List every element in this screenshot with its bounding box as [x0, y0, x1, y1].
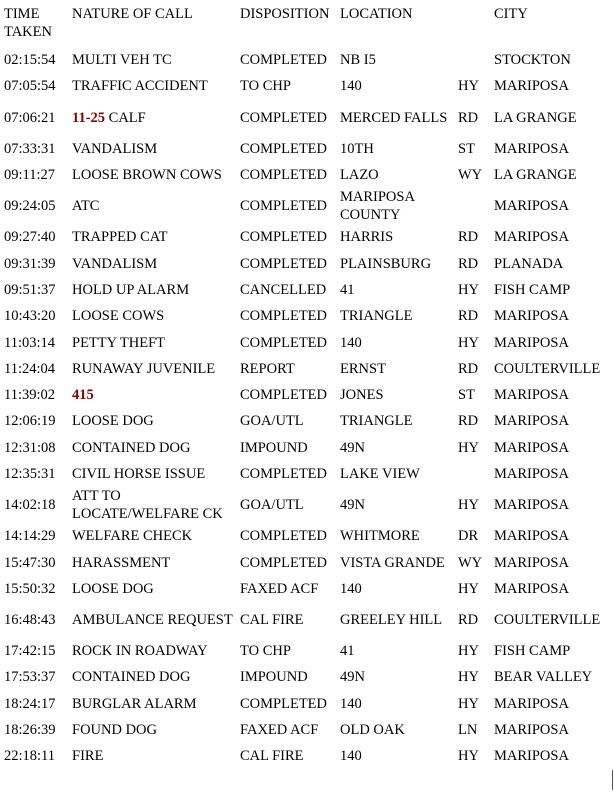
nature-cell [68, 382, 236, 408]
nature-cell [68, 664, 236, 690]
disposition-cell: REPORT [240, 360, 295, 377]
time-cell: 09:51:37 [4, 281, 56, 298]
location-cell: TRIANGLE [340, 413, 413, 430]
location-cell: LAKE VIEW [340, 466, 420, 482]
location-cell: PLAINSBURG [340, 255, 432, 272]
street-suffix-cell [454, 461, 490, 487]
city-cell: MARIPOSA [494, 308, 569, 325]
nature-cell [68, 549, 236, 575]
time-cell: 22:18:11 [4, 748, 56, 765]
location-cell: 49N [340, 439, 365, 456]
nature-text: VANDALISM [72, 255, 158, 272]
street-suffix-cell [454, 188, 490, 224]
time-cell: 07:06:21 [4, 109, 56, 126]
table-row [0, 382, 614, 408]
city-cell: PLANADA [494, 255, 564, 272]
table-row [0, 743, 614, 769]
time-cell: 18:26:39 [4, 722, 56, 739]
table-row [0, 100, 614, 136]
nature-cell [68, 47, 236, 73]
nature-cell [68, 356, 236, 382]
table-row [0, 549, 614, 575]
nature-cell [68, 638, 236, 664]
nature-text: CONTAINED DOG [72, 439, 191, 456]
nature-text: CONTAINED DOG [72, 669, 191, 686]
nature-cell [68, 224, 236, 250]
city-cell: STOCKTON [494, 52, 571, 69]
table-row [0, 576, 614, 602]
nature-cell [68, 743, 236, 769]
nature-text: PETTY THEFT [72, 334, 166, 351]
city-cell: BEAR VALLEY [494, 669, 593, 686]
street-suffix-cell: HY [458, 78, 479, 95]
table-row [0, 408, 614, 434]
header-row [0, 2, 614, 47]
disposition-cell: COMPLETED [240, 554, 327, 571]
street-suffix-cell: HY [458, 748, 479, 765]
nature-cell [68, 73, 236, 99]
nature-cell [68, 602, 236, 638]
location-cell: 140 [340, 580, 362, 597]
disposition-cell: COMPLETED [240, 255, 327, 272]
time-cell: 02:15:54 [4, 52, 56, 69]
call-log-table [0, 2, 614, 770]
disposition-cell: COMPLETED [240, 695, 327, 712]
city-cell: FISH CAMP [494, 281, 571, 298]
city-cell: MARIPOSA [494, 334, 569, 351]
city-cell: MARIPOSA [494, 229, 569, 246]
city-cell: LA GRANGE [494, 109, 577, 126]
city-cell: MARIPOSA [494, 722, 569, 739]
nature-cell [68, 461, 236, 487]
street-suffix-cell: DR [458, 528, 479, 545]
city-cell: MARIPOSA [494, 580, 569, 597]
location-cell: LAZO [340, 167, 379, 184]
street-suffix-cell: WY [458, 167, 483, 184]
nature-cell [68, 277, 236, 303]
time-cell: 11:03:14 [4, 334, 56, 351]
table-row [0, 602, 614, 638]
nature-text: ATT TO LOCATE/WELFARE CK [72, 488, 223, 523]
street-suffix-cell: RD [458, 413, 479, 430]
nature-cell [68, 691, 236, 717]
disposition-cell: COMPLETED [240, 167, 327, 184]
city-cell: MARIPOSA [494, 413, 569, 430]
city-cell: MARIPOSA [494, 695, 569, 712]
table-row [0, 303, 614, 329]
disposition-cell: CAL FIRE [240, 748, 304, 765]
location-cell: 10TH [340, 140, 374, 157]
city-cell: LA GRANGE [494, 167, 577, 184]
city-cell: FISH CAMP [494, 643, 571, 660]
header-location: LOCATION [340, 6, 413, 22]
disposition-cell: COMPLETED [240, 387, 327, 404]
header-disposition: DISPOSITION [240, 6, 330, 22]
time-cell: 12:31:08 [4, 439, 56, 456]
street-suffix-cell: RD [458, 255, 479, 272]
city-cell: MARIPOSA [494, 78, 569, 95]
street-suffix-cell [454, 47, 490, 73]
city-cell: MARIPOSA [494, 387, 569, 404]
table-row [0, 277, 614, 303]
location-cell: MERCED FALLS [340, 109, 448, 126]
table-row [0, 435, 614, 461]
location-cell: WHITMORE [340, 528, 420, 545]
table-row [0, 461, 614, 487]
disposition-cell: COMPLETED [240, 229, 327, 246]
time-cell: 14:14:29 [4, 528, 56, 545]
table-row [0, 47, 614, 73]
call-code: 415 [72, 387, 94, 404]
disposition-cell: GOA/UTL [240, 413, 304, 430]
nature-text: RUNAWAY JUVENILE [72, 360, 216, 377]
street-suffix-cell: RD [458, 612, 479, 629]
nature-cell [68, 303, 236, 329]
nature-cell [68, 717, 236, 743]
table-row [0, 329, 614, 355]
nature-cell [68, 136, 236, 162]
nature-text: ROCK IN ROADWAY [72, 643, 208, 660]
time-cell: 11:24:04 [4, 360, 56, 377]
nature-cell [68, 188, 236, 224]
table-row [0, 136, 614, 162]
time-cell: 07:05:54 [4, 78, 56, 95]
disposition-cell: GOA/UTL [240, 497, 304, 514]
nature-text: BURGLAR ALARM [72, 695, 197, 712]
call-code: 11-25 [72, 109, 106, 126]
time-cell: 09:31:39 [4, 255, 56, 272]
nature-text: HOLD UP ALARM [72, 281, 190, 298]
location-cell: 41 [340, 281, 355, 298]
street-suffix-cell: HY [458, 643, 479, 660]
location-cell: OLD OAK [340, 722, 405, 739]
nature-cell [68, 408, 236, 434]
nature-text: MULTI VEH TC [72, 52, 172, 69]
location-cell: 49N [340, 669, 365, 686]
disposition-cell: COMPLETED [240, 308, 327, 325]
nature-text: ATC [72, 198, 100, 215]
table-row [0, 638, 614, 664]
time-cell: 12:35:31 [4, 466, 56, 482]
location-cell: 41 [340, 643, 355, 660]
time-cell: 09:24:05 [4, 198, 56, 215]
location-cell: GREELEY HILL [340, 612, 443, 629]
location-cell: 140 [340, 334, 362, 351]
time-cell: 15:50:32 [4, 580, 56, 597]
nature-cell [68, 435, 236, 461]
street-suffix-cell: RD [458, 229, 479, 246]
street-suffix-cell: ST [458, 387, 475, 404]
city-cell: MARIPOSA [494, 439, 569, 456]
street-suffix-cell: WY [458, 554, 483, 571]
time-cell: 16:48:43 [4, 612, 56, 629]
disposition-cell: IMPOUND [240, 439, 308, 456]
location-cell: HARRIS [340, 229, 394, 246]
location-cell: VISTA GRANDE [340, 554, 445, 571]
table-row [0, 162, 614, 188]
nature-cell [68, 162, 236, 188]
disposition-cell: TO CHP [240, 78, 291, 95]
location-cell: MARIPOSA COUNTY [340, 189, 415, 224]
nature-text: CALF [108, 109, 146, 126]
time-cell: 09:27:40 [4, 229, 56, 246]
table-row [0, 717, 614, 743]
city-cell: MARIPOSA [494, 497, 569, 514]
time-cell: 14:02:18 [4, 497, 56, 514]
street-suffix-cell: ST [458, 140, 475, 157]
location-cell: NB I5 [340, 52, 376, 69]
nature-cell [68, 329, 236, 355]
table-row [0, 691, 614, 717]
nature-text: VANDALISM [72, 140, 158, 157]
table-row [0, 523, 614, 549]
header-city: CITY [494, 6, 528, 22]
table-row [0, 356, 614, 382]
table-row [0, 664, 614, 690]
time-cell: 15:47:30 [4, 554, 56, 571]
time-cell: 11:39:02 [4, 387, 56, 404]
street-suffix-cell: RD [458, 109, 479, 126]
disposition-cell: FAXED ACF [240, 722, 319, 739]
table-row [0, 487, 614, 523]
time-cell: 12:06:19 [4, 413, 56, 430]
city-cell: COULTERVILLE [494, 612, 601, 629]
city-cell: MARIPOSA [494, 554, 569, 571]
disposition-cell: FAXED ACF [240, 580, 319, 597]
nature-cell [68, 487, 236, 523]
time-cell: 18:24:17 [4, 695, 56, 712]
location-cell: JONES [340, 387, 384, 404]
time-cell: 17:42:15 [4, 643, 56, 660]
disposition-cell: COMPLETED [240, 198, 327, 215]
city-cell: COULTERVILLE [494, 360, 601, 377]
street-suffix-cell: HY [458, 669, 479, 686]
location-cell: TRIANGLE [340, 308, 413, 325]
table-row [0, 73, 614, 99]
disposition-cell: COMPLETED [240, 528, 327, 545]
street-suffix-cell: HY [458, 439, 479, 456]
city-cell: MARIPOSA [494, 140, 569, 157]
time-cell: 09:11:27 [4, 167, 56, 184]
nature-text: FIRE [72, 748, 104, 765]
city-cell: MARIPOSA [494, 466, 569, 482]
table-row [0, 224, 614, 250]
disposition-cell: COMPLETED [240, 109, 327, 126]
nature-cell [68, 576, 236, 602]
disposition-cell: COMPLETED [240, 466, 327, 482]
time-cell: 07:33:31 [4, 140, 56, 157]
location-cell: 140 [340, 748, 362, 765]
disposition-cell: COMPLETED [240, 334, 327, 351]
city-cell: MARIPOSA [494, 748, 569, 765]
disposition-cell: IMPOUND [240, 669, 308, 686]
disposition-cell: CAL FIRE [240, 612, 304, 629]
nature-text: AMBULANCE REQUEST [72, 612, 233, 629]
header-time-taken: TIME TAKEN [4, 6, 52, 40]
nature-text: TRAPPED CAT [72, 229, 168, 246]
nature-cell [68, 523, 236, 549]
street-suffix-cell: HY [458, 580, 479, 597]
table-row [0, 188, 614, 224]
nature-text: FOUND DOG [72, 722, 157, 739]
street-suffix-cell: LN [458, 722, 478, 739]
location-cell: 140 [340, 695, 362, 712]
nature-text: CIVIL HORSE ISSUE [72, 466, 206, 482]
header-nature-of-call: NATURE OF CALL [72, 6, 193, 22]
nature-cell [68, 100, 236, 136]
disposition-cell: CANCELLED [240, 281, 327, 298]
time-cell: 17:53:37 [4, 669, 56, 686]
street-suffix-cell: HY [458, 281, 479, 298]
disposition-cell: TO CHP [240, 643, 291, 660]
location-cell: 140 [340, 78, 362, 95]
disposition-cell: COMPLETED [240, 140, 327, 157]
street-suffix-cell: HY [458, 695, 479, 712]
nature-text: LOOSE DOG [72, 413, 154, 430]
table-row [0, 250, 614, 276]
header-suffix [454, 2, 490, 47]
street-suffix-cell: RD [458, 308, 479, 325]
city-cell: MARIPOSA [494, 528, 569, 545]
nature-text: LOOSE COWS [72, 308, 165, 325]
location-cell: 49N [340, 497, 365, 514]
nature-text: HARASSMENT [72, 554, 171, 571]
location-cell: ERNST [340, 360, 386, 377]
nature-cell [68, 250, 236, 276]
page-edge-divider [612, 770, 613, 790]
disposition-cell: COMPLETED [240, 52, 327, 69]
nature-text: LOOSE DOG [72, 580, 154, 597]
street-suffix-cell: HY [458, 497, 479, 514]
nature-text: WELFARE CHECK [72, 528, 193, 545]
nature-text: LOOSE BROWN COWS [72, 167, 222, 184]
street-suffix-cell: RD [458, 360, 479, 377]
nature-text: TRAFFIC ACCIDENT [72, 78, 208, 95]
street-suffix-cell: HY [458, 334, 479, 351]
city-cell: MARIPOSA [494, 198, 569, 215]
time-cell: 10:43:20 [4, 308, 56, 325]
